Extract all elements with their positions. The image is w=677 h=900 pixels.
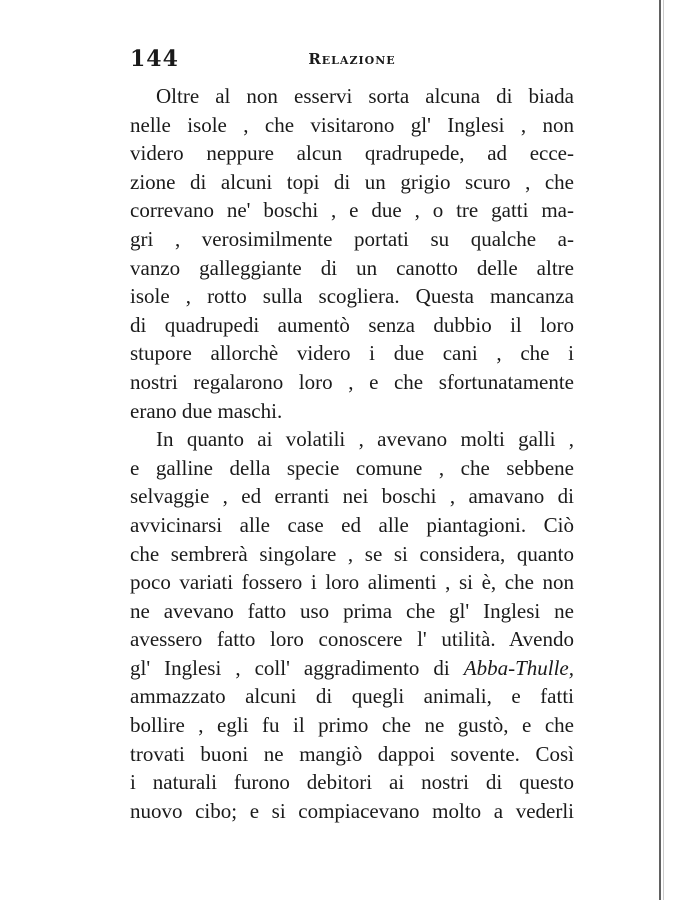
text-line: che sembrerà singolare , se si considera, quanto xyxy=(130,541,574,566)
text-line: avvicinarsi alle case ed alle piantagioni. Ciò xyxy=(130,512,574,537)
book-page xyxy=(130,44,574,825)
running-title: Relazione xyxy=(308,50,396,68)
text-line: videro neppure alcun qradrupede, ad ecce- xyxy=(130,141,574,166)
text-segment: gl' Inglesi , coll' aggradimento di xyxy=(130,655,450,680)
text-line: Oltre al non esservi sorta alcuna di biada xyxy=(156,84,574,108)
text-line: gri , verosimilmente portati su qualche a- xyxy=(130,226,574,251)
text-line: correvano ne' boschi , e due , o tre gatti ma- xyxy=(130,198,574,223)
paragraph-2 xyxy=(130,425,574,825)
text-line: trovati buoni ne mangiò dappoi sovente. Così xyxy=(130,741,574,766)
text-line: zione di alcuni topi di un grigio scuro , che xyxy=(130,169,574,194)
text-line: isole , rotto sulla scogliera. Questa mancanza xyxy=(130,284,574,309)
page-header xyxy=(130,44,574,78)
italic-name: Abba-Thulle, xyxy=(463,655,575,680)
text-line: selvaggie , ed erranti nei boschi , amavano di xyxy=(130,484,574,509)
text-line: e galline della specie comune , che sebbene xyxy=(130,455,574,480)
text-line: di quadrupedi aumentò senza dubbio il loro xyxy=(130,312,574,337)
paragraph-1 xyxy=(130,82,574,425)
text-line: avessero fatto loro conoscere l' utilità. Avendo xyxy=(130,627,574,652)
text-line: nuovo cibo; e si compiacevano molto a vederli xyxy=(130,798,574,823)
text-line: vanzo galleggiante di un canotto delle altre xyxy=(130,255,574,280)
text-line: erano due maschi. xyxy=(130,398,283,423)
text-line: i naturali furono debitori ai nostri di questo xyxy=(130,770,574,795)
text-line: nostri regalarono loro , e che sfortunatamente xyxy=(130,369,574,394)
text-line: stupore allorchè videro i due cani , che i xyxy=(130,341,574,366)
book-gutter-edge xyxy=(659,0,661,900)
text-line: ne avevano fatto uso prima che gl' Inglesi ne xyxy=(130,598,574,623)
book-gutter-shadow xyxy=(663,0,664,900)
text-line xyxy=(130,654,574,683)
page-number: 144 xyxy=(130,46,179,72)
text-line: In quanto ai volatili , avevano molti galli , xyxy=(156,427,574,452)
text-line: poco variati fossero i loro alimenti , si è, che non xyxy=(130,570,574,595)
text-line: bollire , egli fu il primo che ne gustò, e che xyxy=(130,713,574,738)
body-text xyxy=(130,82,574,825)
text-line: ammazzato alcuni di quegli animali, e fatti xyxy=(130,684,574,709)
text-line: nelle isole , che visitarono gl' Inglesi , non xyxy=(130,112,574,137)
